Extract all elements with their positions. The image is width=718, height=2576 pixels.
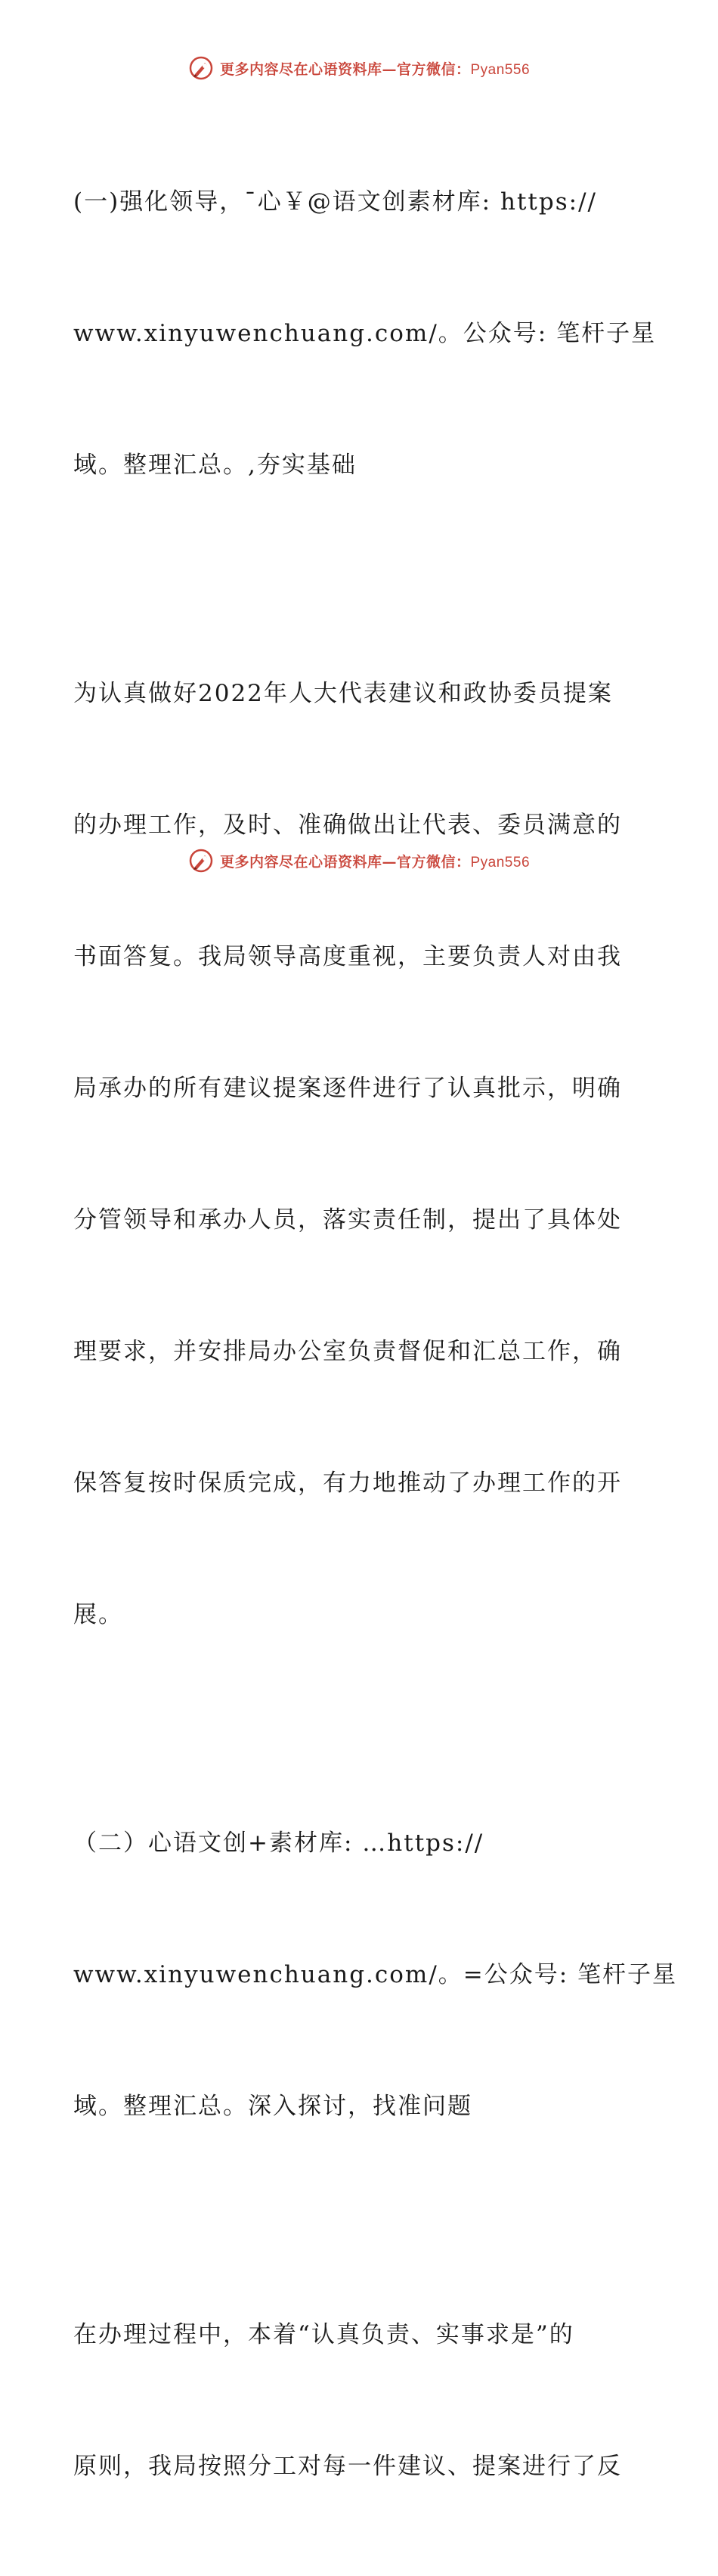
text-line: 展。 <box>73 1601 123 1628</box>
paragraph-1 <box>73 584 648 1724</box>
text-line: 在办理过程中，本着“认真负责、实事求是”的 <box>73 2321 574 2348</box>
watermark-footer <box>0 846 718 876</box>
text-line: 书面答复。我局领导高度重视，主要负责人对由我 <box>73 943 622 970</box>
text-line: 的办理工作，及时、准确做出让代表、委员满意的 <box>73 812 622 839</box>
text-line: 域。整理汇总。深入探讨，找准问题 <box>73 2093 472 2120</box>
text-line: 域。整理汇总。,夯实基础 <box>73 452 357 479</box>
text-line: 局承办的所有建议提案逐件进行了认真批示，明确 <box>73 1075 622 1102</box>
text-line: (一)强化领导，¯心￥@语文创素材库: https:// <box>73 188 597 216</box>
paragraph-2 <box>73 2225 648 2576</box>
pen-logo-icon <box>188 55 214 81</box>
text-line: 为认真做好2022年人大代表建议和政协委员提案 <box>73 680 613 707</box>
text-line: （二）心语文创+素材库: …https:// <box>73 1830 484 1857</box>
watermark-label: 更多内容尽在心语资料库—官方微信：Pyan556 <box>219 61 531 78</box>
document-body <box>73 92 678 2576</box>
text-line: 理要求，并安排局办公室负责督促和汇总工作，确 <box>73 1338 622 1365</box>
text-line: www.xinyuwenchuang.com/。公众号: 笔杆子星 <box>73 320 657 347</box>
watermark-label: 更多内容尽在心语资料库—官方微信：Pyan556 <box>219 853 531 871</box>
section-heading-2 <box>73 1733 678 2216</box>
watermark-id: Pyan556 <box>470 61 531 78</box>
text-line: www.xinyuwenchuang.com/。=公众号: 笔杆子星 <box>73 1961 678 1988</box>
watermark-header <box>0 53 718 83</box>
text-line: 分管领导和承办人员，落实责任制，提出了具体处 <box>73 1206 622 1234</box>
text-line: 原则，我局按照分工对每一件建议、提案进行了反 <box>73 2453 622 2480</box>
section-heading-1 <box>73 92 657 575</box>
watermark-id: Pyan556 <box>470 854 531 871</box>
text-line: 保答复按时保质完成，有力地推动了办理工作的开 <box>73 1470 622 1497</box>
pen-logo-icon <box>188 848 214 874</box>
